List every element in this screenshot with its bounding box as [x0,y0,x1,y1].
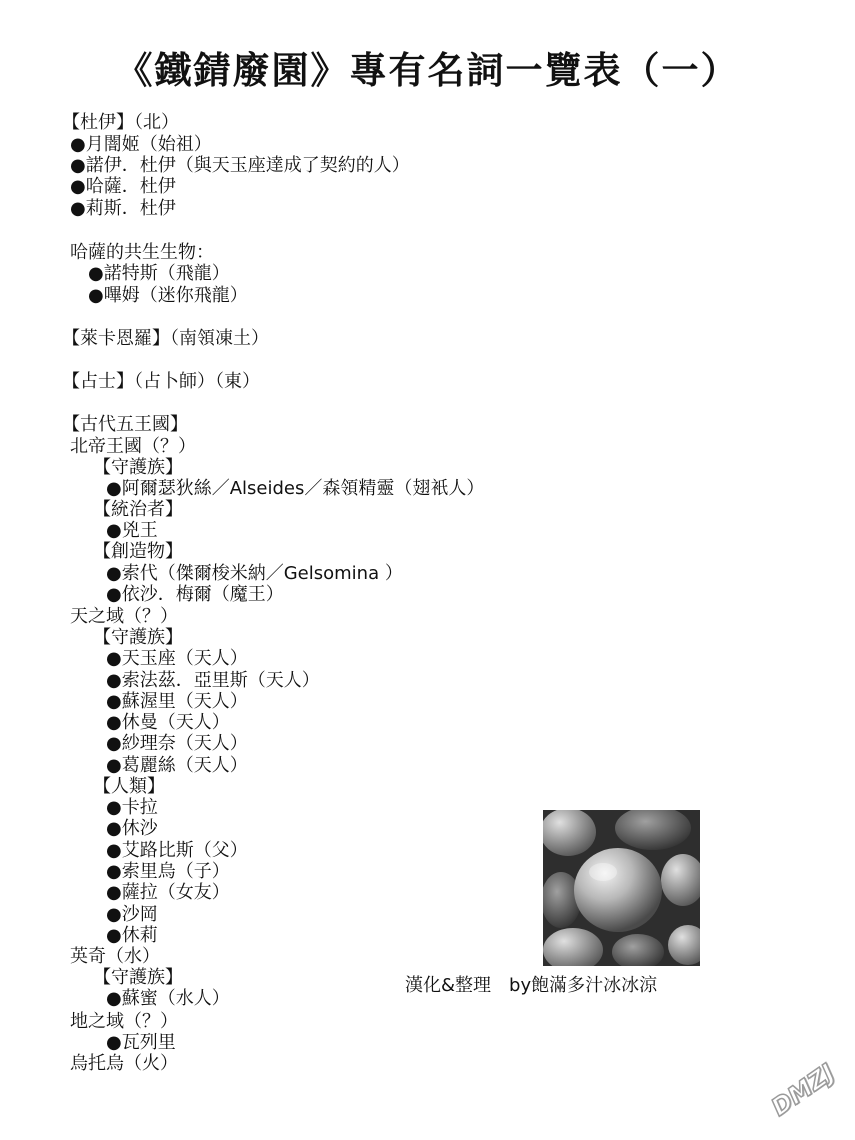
list-item: ●卡拉 [106,797,158,818]
group-heading: 【統治者】 [93,499,183,520]
list-item: ●莉斯．杜伊 [70,198,176,219]
kingdom-label: 烏托烏（火） [70,1053,178,1074]
list-item: ●天玉座（天人） [106,648,248,669]
list-item: ●紗理奈（天人） [106,733,248,754]
group-heading: 【創造物】 [93,541,183,562]
list-item: ●阿爾瑟狄絲／Alseides／森領精靈（翅衹人） [106,478,485,499]
translation-credit: 漢化&整理 by飽滿多汁冰冰涼 [405,975,658,996]
group-heading: 【守護族】 [93,457,183,478]
group-heading: 【人類】 [93,776,165,797]
group-heading: 【守護族】 [93,967,183,988]
list-item: ●瓦列里 [106,1032,176,1053]
list-item: ●兇王 [106,520,158,541]
kingdom-label: 北帝王國（？） [70,436,196,457]
page-title: 《鐵錆廢園》專有名詞一覽表（一） [115,49,740,92]
kingdom-label: 地之域（？） [70,1011,178,1032]
section-heading: 【杜伊】（北） [62,112,179,133]
list-item: ●哈薩．杜伊 [70,176,176,197]
list-item: ●索法茲．亞里斯（天人） [106,670,320,691]
list-item: ●月闇姬（始祖） [70,134,212,155]
list-item: ●葛麗絲（天人） [106,755,248,776]
rusty-orb-photo [543,810,700,966]
group-heading: 【守護族】 [93,627,183,648]
list-item: ●休沙 [106,818,158,839]
list-item: ●諾伊．杜伊（與天玉座達成了契約的人） [70,155,410,176]
kingdom-label: 天之域（？） [70,606,178,627]
list-item: ●索里烏（子） [106,861,230,882]
list-item: ●休莉 [106,925,158,946]
list-item: ●蘇渥里（天人） [106,691,248,712]
list-item: ●艾路比斯（父） [106,840,248,861]
list-item: ●索代（傑爾梭米納／Gelsomina ） [106,563,403,584]
section-heading: 【古代五王國】 [62,414,188,435]
list-item: ●嗶姆（迷你飛龍） [88,285,248,306]
list-item: ●沙岡 [106,904,158,925]
list-item: ●依沙．梅爾（魔王） [106,584,284,605]
list-item: ●諾特斯（飛龍） [88,263,230,284]
section-heading: 【占士】（占卜師）（東） [62,371,260,392]
list-item: ●蘇蜜（水人） [106,988,230,1009]
section-heading: 【萊卡恩羅】（南領凍土） [62,328,269,349]
list-item: ●薩拉（女友） [106,882,230,903]
subsection-label: 哈薩的共生生物： [70,242,214,263]
site-watermark-logo: DMZJ [766,1058,840,1122]
list-item: ●休曼（天人） [106,712,230,733]
kingdom-label: 英奇（水） [70,946,160,967]
